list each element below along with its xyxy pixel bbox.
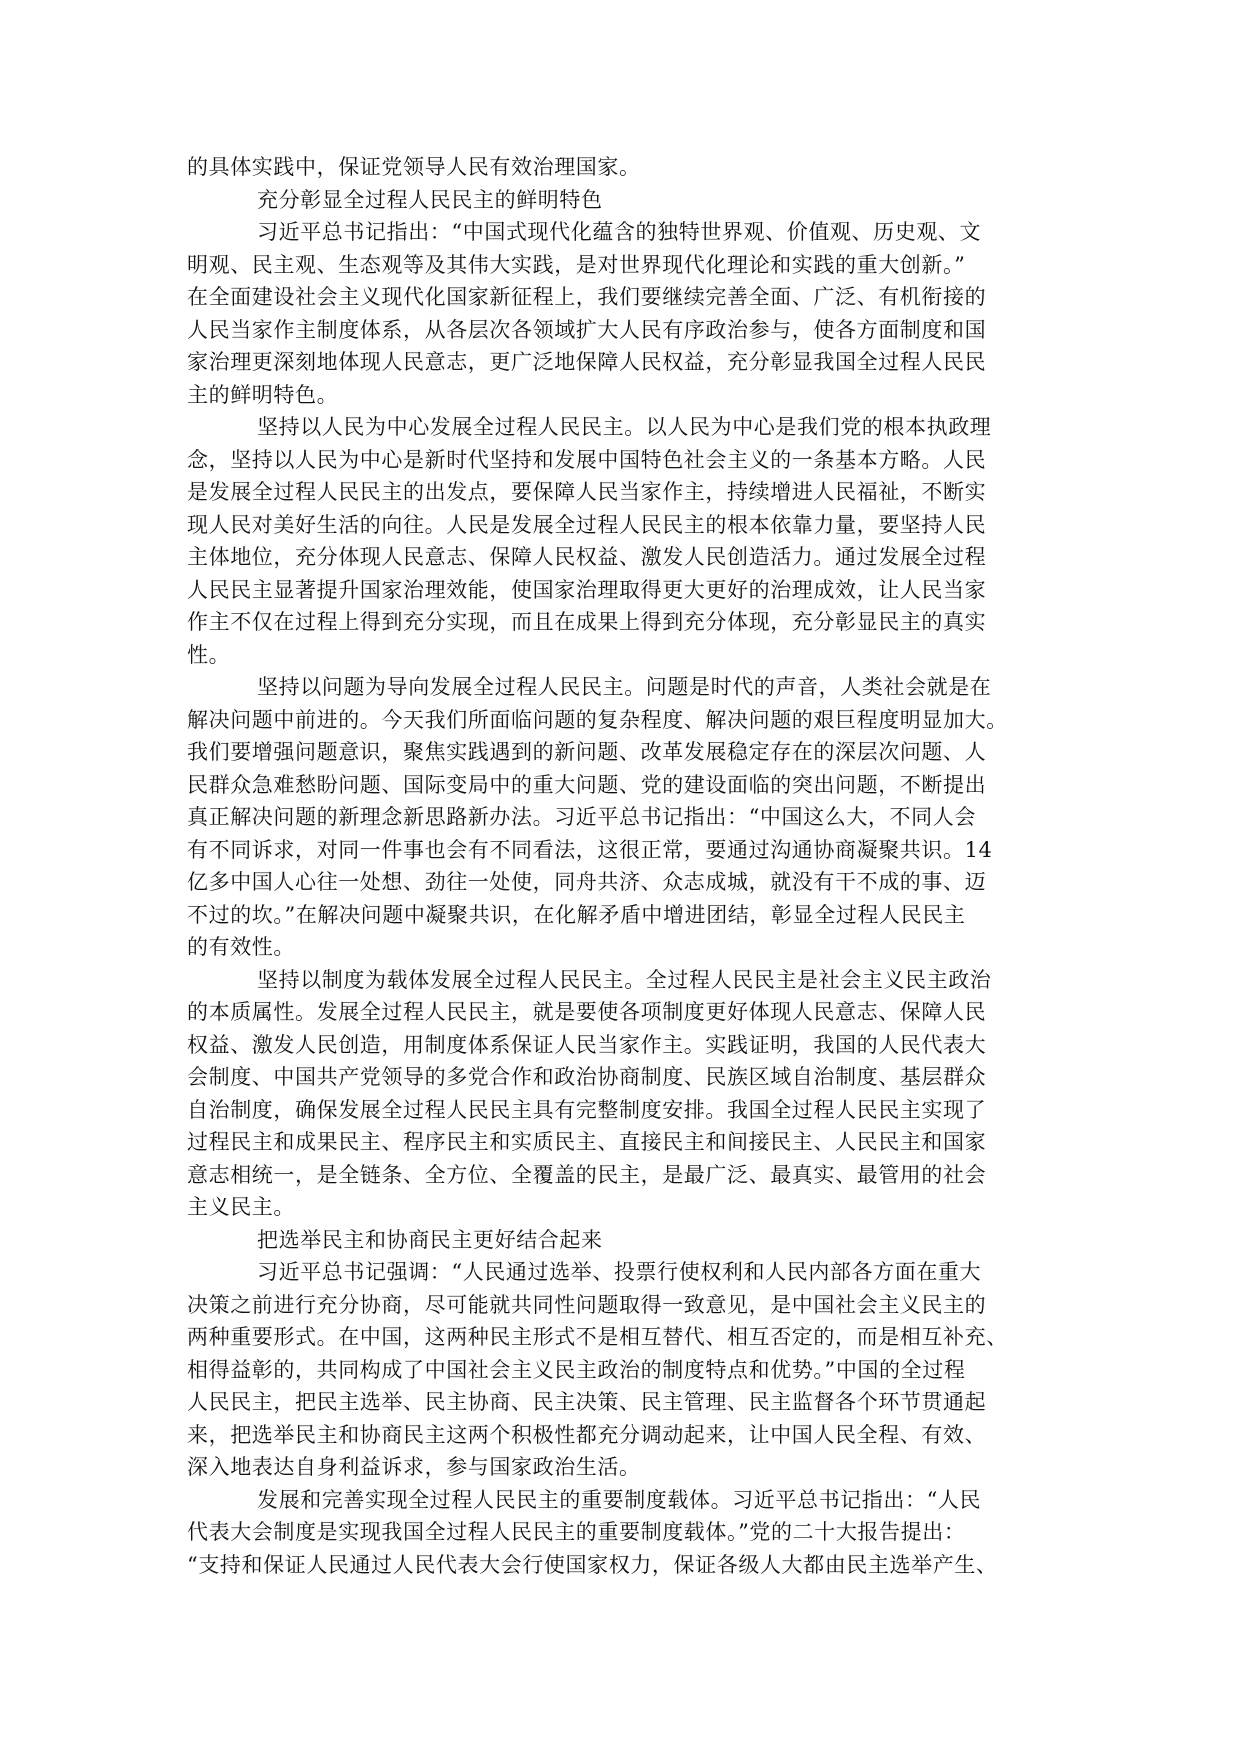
text-line: 的本质属性。发展全过程人民民主，就是要使各项制度更好体现人民意志、保障人民 xyxy=(187,1000,987,1024)
text-line: 在全面建设社会主义现代化国家新征程上，我们要继续完善全面、广泛、有机衔接的 xyxy=(187,285,987,309)
text-line: 坚持以问题为导向发展全过程人民民主。问题是时代的声音，人类社会就是在 xyxy=(257,675,992,699)
text-line: 坚持以人民为中心发展全过程人民民主。以人民为中心是我们党的根本执政理 xyxy=(257,415,992,439)
text-line: 的具体实践中，保证党领导人民有效治理国家。 xyxy=(187,155,641,179)
text-line: 作主不仅在过程上得到充分实现，而且在成果上得到充分体现，充分彰显民主的真实 xyxy=(187,610,987,634)
text-line: 的有效性。 xyxy=(187,935,295,959)
text-line: 家治理更深刻地体现人民意志，更广泛地保障人民权益，充分彰显我国全过程人民民 xyxy=(187,350,987,374)
text-line: 过程民主和成果民主、程序民主和实质民主、直接民主和间接民主、人民民主和国家 xyxy=(187,1130,987,1154)
text-line: 民群众急难愁盼问题、国际变局中的重大问题、党的建设面临的突出问题，不断提出 xyxy=(187,772,987,797)
text-line: 代表大会制度是实现我国全过程人民民主的重要制度载体。”党的二十大报告提出： xyxy=(187,1520,966,1544)
text-line: 主的鲜明特色。 xyxy=(187,382,339,407)
text-line: 人民当家作主制度体系，从各层次各领域扩大人民有序政治参与，使各方面制度和国 xyxy=(187,317,987,342)
text-line: 习近平总书记强调：“人民通过选举、投票行使权利和人民内部各方面在重大 xyxy=(257,1260,982,1284)
text-line: 权益、激发人民创造，用制度体系保证人民当家作主。实践证明，我国的人民代表大 xyxy=(187,1032,987,1057)
text-line: 性。 xyxy=(187,642,231,667)
text-line: 现人民对美好生活的向往。人民是发展全过程人民民主的根本依靠力量，要坚持人民 xyxy=(187,512,987,537)
text-line: 决策之前进行充分协商，尽可能就共同性问题取得一致意见，是中国社会主义民主的 xyxy=(187,1292,987,1317)
text-line: 坚持以制度为载体发展全过程人民民主。全过程人民民主是社会主义民主政治 xyxy=(257,967,992,992)
text-line: 是发展全过程人民民主的出发点，要保障人民当家作主，持续增进人民福祉，不断实 xyxy=(187,480,987,504)
text-line: “支持和保证人民通过人民代表大会行使国家权力，保证各级人大都由民主选举产生、 xyxy=(187,1552,998,1577)
text-line: 我们要增强问题意识，聚焦实践遇到的新问题、改革发展稳定存在的深层次问题、人 xyxy=(187,740,987,764)
text-line: 念，坚持以人民为中心是新时代坚持和发展中国特色社会主义的一条基本方略。人民 xyxy=(187,447,987,472)
text-line: 真正解决问题的新理念新思路新办法。习近平总书记指出：“中国这么大，不同人会 xyxy=(187,805,976,829)
text-line: 明观、民主观、生态观等及其伟大实践，是对世界现代化理论和实践的重大创新。” xyxy=(187,252,966,277)
text-line: 不过的坎。”在解决问题中凝聚共识，在化解矛盾中增进团结，彰显全过程人民民主 xyxy=(187,902,966,927)
text-line: 人民民主，把民主选举、民主协商、民主决策、民主管理、民主监督各个环节贯通起 xyxy=(187,1390,987,1414)
text-line: 自治制度，确保发展全过程人民民主具有完整制度安排。我国全过程人民民主实现了 xyxy=(187,1097,987,1122)
text-line: 主义民主。 xyxy=(187,1195,295,1219)
text-line: 意志相统一，是全链条、全方位、全覆盖的民主，是最广泛、最真实、最管用的社会 xyxy=(187,1162,987,1187)
text-line: 会制度、中国共产党领导的多党合作和政治协商制度、民族区域自治制度、基层群众 xyxy=(187,1065,987,1089)
text-line: 主体地位，充分体现人民意志、保障人民权益、激发人民创造活力。通过发展全过程 xyxy=(187,545,987,569)
text-line: 来，把选举民主和协商民主这两个积极性都充分调动起来，让中国人民全程、有效、 xyxy=(187,1422,987,1447)
text-line: 发展和完善实现全过程人民民主的重要制度载体。习近平总书记指出：“人民 xyxy=(257,1487,982,1512)
section-heading: 把选举民主和协商民主更好结合起来 xyxy=(257,1227,603,1252)
text-line: 人民民主显著提升国家治理效能，使国家治理取得更大更好的治理成效，让人民当家 xyxy=(187,577,987,602)
document-page xyxy=(187,151,1053,1581)
section-heading: 充分彰显全过程人民民主的鲜明特色 xyxy=(257,187,603,212)
text-line: 亿多中国人心往一处想、劲往一处使，同舟共济、众志成城，就没有干不成的事、迈 xyxy=(187,870,987,894)
text-line: 两种重要形式。在中国，这两种民主形式不是相互替代、相互否定的，而是相互补充、 xyxy=(187,1325,1008,1349)
text-line: 解决问题中前进的。今天我们所面临问题的复杂程度、解决问题的艰巨程度明显加大。 xyxy=(187,707,1008,732)
text-line: 相得益彰的，共同构成了中国社会主义民主政治的制度特点和优势。”中国的全过程 xyxy=(187,1357,966,1382)
text-line: 习近平总书记指出：“中国式现代化蕴含的独特世界观、价值观、历史观、文 xyxy=(257,220,982,244)
text-line: 深入地表达自身利益诉求，参与国家政治生活。 xyxy=(187,1455,641,1479)
text-line: 有不同诉求，对同一件事也会有不同看法，这很正常，要通过沟通协商凝聚共识。14 xyxy=(187,837,993,862)
